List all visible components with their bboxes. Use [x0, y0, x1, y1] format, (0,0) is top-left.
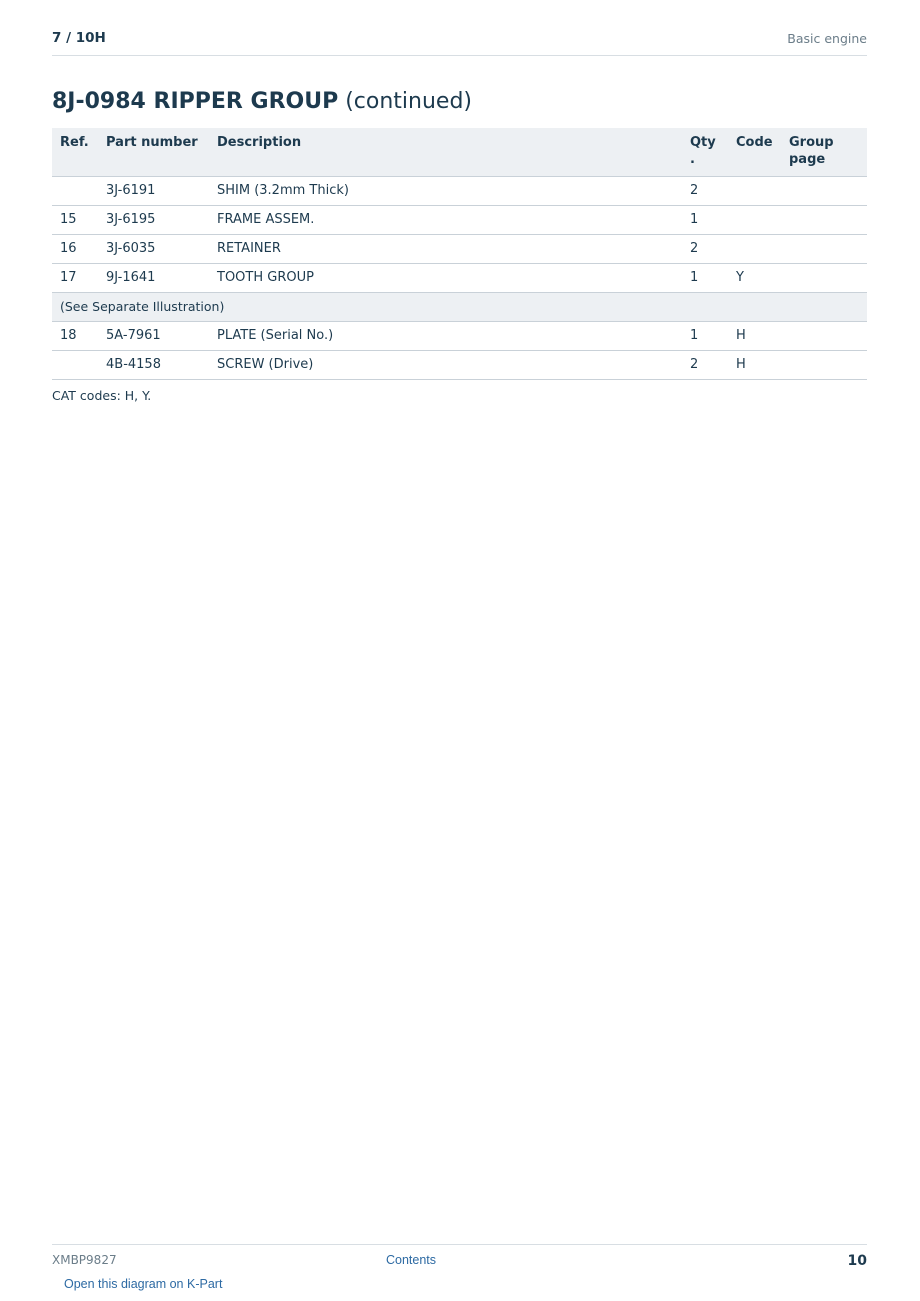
part-number-cell: 3J-6035 — [98, 235, 209, 264]
code-cell — [728, 206, 781, 235]
page-title — [52, 89, 472, 114]
open-k-part-link[interactable]: Open this diagram on K-Part — [64, 1277, 223, 1291]
col-qty-header: Qty . — [682, 128, 728, 177]
table-row — [52, 351, 867, 380]
group-page-cell — [781, 177, 867, 206]
qty-cell: 2 — [682, 235, 728, 264]
part-number-cell: 5A-7961 — [98, 322, 209, 351]
section-name: Basic engine — [787, 31, 867, 46]
description-cell: RETAINER — [209, 235, 682, 264]
code-cell: H — [728, 322, 781, 351]
table-row — [52, 322, 867, 351]
ref-cell: 15 — [52, 206, 98, 235]
group-page-cell — [781, 206, 867, 235]
table-note-row — [52, 293, 867, 322]
col-code-header: Code — [728, 128, 781, 177]
ref-cell: 17 — [52, 264, 98, 293]
part-number-cell: 4B-4158 — [98, 351, 209, 380]
group-page-cell — [781, 235, 867, 264]
ref-cell — [52, 351, 98, 380]
parts-table — [52, 128, 867, 380]
qty-cell: 1 — [682, 264, 728, 293]
qty-cell: 1 — [682, 322, 728, 351]
description-cell: PLATE (Serial No.) — [209, 322, 682, 351]
page-number: 10 — [847, 1253, 867, 1269]
qty-cell: 2 — [682, 177, 728, 206]
part-number-cell: 3J-6195 — [98, 206, 209, 235]
col-group-page-header: Group page — [781, 128, 867, 177]
group-title: 8J-0984 RIPPER GROUP — [52, 89, 339, 114]
ref-cell: 18 — [52, 322, 98, 351]
ref-cell: 16 — [52, 235, 98, 264]
col-description-header: Description — [209, 128, 682, 177]
qty-cell: 1 — [682, 206, 728, 235]
description-cell: TOOTH GROUP — [209, 264, 682, 293]
description-cell: SHIM (3.2mm Thick) — [209, 177, 682, 206]
table-row — [52, 264, 867, 293]
table-row — [52, 206, 867, 235]
description-cell: SCREW (Drive) — [209, 351, 682, 380]
table-row — [52, 177, 867, 206]
page-header — [52, 28, 867, 56]
col-part-number-header: Part number — [98, 128, 209, 177]
code-cell: H — [728, 351, 781, 380]
part-number-cell: 3J-6191 — [98, 177, 209, 206]
note-cell: (See Separate Illustration) — [52, 293, 867, 322]
part-number-cell: 9J-1641 — [98, 264, 209, 293]
description-cell: FRAME ASSEM. — [209, 206, 682, 235]
code-cell — [728, 177, 781, 206]
group-page-cell — [781, 264, 867, 293]
code-cell — [728, 235, 781, 264]
col-ref-header: Ref. — [52, 128, 98, 177]
page-reference: 7 / 10H — [52, 30, 106, 46]
title-continued: (continued) — [338, 89, 473, 114]
page-footer — [52, 1244, 867, 1301]
code-cell: Y — [728, 264, 781, 293]
qty-cell: 2 — [682, 351, 728, 380]
table-header-row — [52, 128, 867, 177]
group-page-cell — [781, 351, 867, 380]
document-id: XMBP9827 — [52, 1253, 117, 1267]
ref-cell — [52, 177, 98, 206]
contents-link[interactable]: Contents — [386, 1253, 437, 1267]
cat-codes: CAT codes: H, Y. — [52, 388, 152, 403]
group-page-cell — [781, 322, 867, 351]
table-row — [52, 235, 867, 264]
parts-table-body — [52, 177, 867, 380]
